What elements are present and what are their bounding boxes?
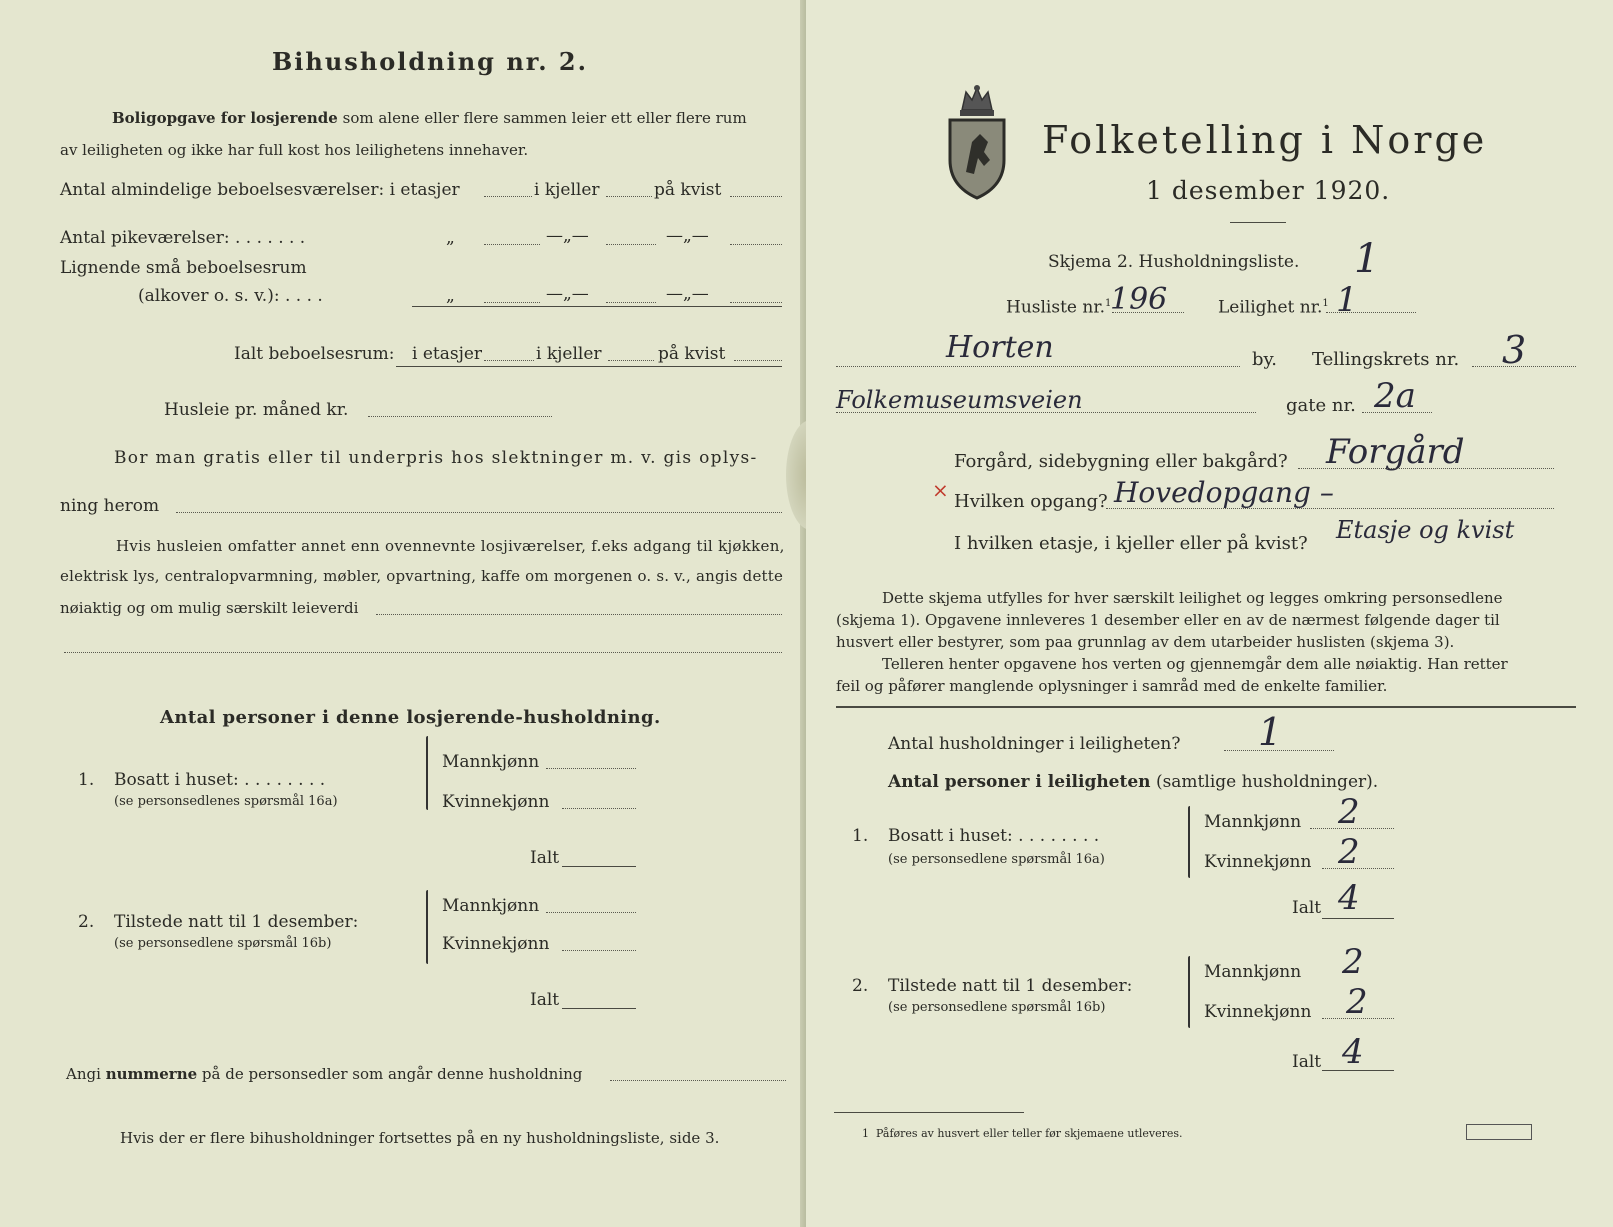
left-page [0, 0, 806, 1227]
skjema-label: Skjema 2. Husholdningsliste. [1048, 252, 1300, 272]
leieverdi-field-2[interactable] [64, 652, 782, 653]
forgard-field[interactable] [1298, 468, 1554, 469]
forgard-label: Forgård, sidebygning eller bakgård? [954, 451, 1288, 472]
etasje-label: I hvilken etasje, i kjeller eller på kvist? [954, 533, 1308, 554]
tilstede-ialt-field[interactable] [562, 1008, 636, 1009]
opgang-label: Hvilken opgang? [954, 491, 1108, 512]
ialt-beboelsesrum-label: Ialt beboelsesrum: [234, 344, 395, 364]
etasjer-field[interactable] [484, 196, 532, 197]
bosatt-ialt-field[interactable] [1322, 918, 1394, 919]
ditto-mark: —„— [666, 226, 709, 246]
by-label: by. [1252, 349, 1278, 370]
bihusholdning-title: Bihusholdning nr. 2. [272, 47, 588, 76]
gate-nr-field[interactable] [1362, 412, 1432, 413]
x-mark: × [932, 478, 949, 502]
opgang-field[interactable] [1106, 508, 1554, 509]
kvist-field[interactable] [730, 196, 782, 197]
dette-line-1: Dette skjema utfylles for hver særskilt leilighet og legges omkring personsedlene [882, 589, 1503, 607]
ditto-mark: —„— [666, 284, 709, 304]
dette-line-5: feil og påfører manglende oplysninger i samråd med de enkelte familier. [836, 677, 1388, 695]
right-page [806, 0, 1613, 1227]
ialt-etasjer-label: i etasjer [412, 344, 483, 364]
skjema-handwritten: 1 [1354, 236, 1380, 282]
footnote: 1 Påføres av husvert eller teller før skjemaene utleveres. [862, 1127, 1183, 1140]
bosatt-label: Bosatt i huset: . . . . . . . . [114, 770, 326, 790]
kvinne-label: Kvinnekjønn [442, 934, 550, 954]
krets-handwritten[interactable]: 3 [1502, 328, 1527, 372]
husholdninger-handwritten[interactable]: 1 [1258, 710, 1283, 754]
angi-line: Angi nummerne på de personsedler som angår denne husholdning [66, 1065, 583, 1083]
by-handwritten[interactable]: Horten [946, 330, 1054, 365]
mann-label: Mannkjønn [442, 896, 540, 916]
kvist-label: på kvist [654, 180, 722, 200]
tilstede-mann-field[interactable] [546, 912, 636, 913]
bor-field[interactable] [176, 512, 782, 513]
brace [426, 736, 428, 810]
lign-kvist-field[interactable] [730, 302, 782, 303]
ditto-mark: „ [446, 228, 455, 248]
item-number: 2. [852, 976, 869, 996]
section-rule [836, 706, 1576, 708]
bosatt-kvinne-handwritten[interactable]: 2 [1338, 832, 1360, 872]
hvis-line-3: nøiaktig og om mulig særskilt leieverdi [60, 599, 359, 617]
ialt-label: Ialt [530, 848, 560, 868]
tilstede-sub: (se personsedlene spørsmål 16b) [888, 1000, 1106, 1015]
gate-handwritten[interactable]: Folkemuseumsveien [836, 386, 1083, 414]
bosatt-sub: (se personsedlene spørsmål 16a) [888, 852, 1105, 867]
pike-etasjer-field[interactable] [484, 244, 540, 245]
ditto-mark: —„— [546, 284, 589, 304]
brace [1188, 806, 1190, 878]
leilighet-handwritten[interactable]: 1 [1336, 280, 1358, 320]
antal-husholdninger-label: Antal husholdninger i leiligheten? [888, 734, 1181, 754]
bosatt-ialt-field[interactable] [562, 866, 636, 867]
by-field[interactable] [836, 366, 1240, 367]
tilstede-kvinne-field[interactable] [562, 950, 636, 951]
kvinne-label: Kvinnekjønn [442, 792, 550, 812]
pike-kjeller-field[interactable] [606, 244, 656, 245]
forgard-handwritten[interactable]: Forgård [1326, 432, 1465, 472]
etasje-handwritten[interactable]: Etasje og kvist [1336, 516, 1515, 544]
krets-field[interactable] [1472, 366, 1576, 367]
intro-line-1: Boligopgave for losjerende som alene eller flere sammen leier ett eller flere rum [112, 109, 747, 127]
lignende-label: Lignende små beboelsesrum [60, 258, 307, 278]
ialt-kvist-field[interactable] [734, 360, 782, 361]
coat-of-arms-icon [944, 82, 1010, 202]
bosatt-ialt-handwritten[interactable]: 4 [1338, 878, 1360, 918]
sum-rule [412, 306, 782, 307]
husliste-handwritten[interactable]: 196 [1110, 282, 1168, 317]
tilstede-label: Tilstede natt til 1 desember: [888, 976, 1133, 996]
tilstede-sub: (se personsedlene spørsmål 16b) [114, 936, 332, 951]
tilstede-label: Tilstede natt til 1 desember: [114, 912, 359, 932]
tilstede-mann-handwritten[interactable]: 2 [1342, 942, 1364, 982]
bosatt-kvinne-field[interactable] [562, 808, 636, 809]
lign-etasjer-field[interactable] [484, 302, 540, 303]
ditto-mark: „ [446, 286, 455, 306]
antal-personer-heading: Antal personer i denne losjerende-husholdning. [160, 707, 661, 728]
bor-line-2: ning herom [60, 496, 160, 516]
ialt-kjeller-field[interactable] [608, 360, 654, 361]
tilstede-ialt-handwritten[interactable]: 4 [1342, 1032, 1364, 1072]
pike-label: Antal pikeværelser: . . . . . . . [60, 228, 306, 248]
ialt-label: Ialt [1292, 898, 1322, 918]
antal-alm-label: Antal almindelige beboelsesværelser: i etasjer [60, 180, 460, 200]
leieverdi-field[interactable] [376, 614, 782, 615]
husleie-field[interactable] [368, 416, 552, 417]
dette-line-2: (skjema 1). Opgavene innleveres 1 desember eller en av de nærmest følgende dager til [836, 611, 1500, 629]
gate-nr-handwritten[interactable]: 2a [1374, 376, 1416, 416]
ialt-kvist-label: på kvist [658, 344, 726, 364]
ditto-mark: —„— [546, 226, 589, 246]
kvinne-label: Kvinnekjønn [1204, 852, 1312, 872]
title-rule [1230, 222, 1286, 223]
dette-line-3: husvert eller bestyrer, som paa grunnlag av dem utarbeider huslisten (skjema 3). [836, 633, 1455, 651]
brace [1188, 956, 1190, 1028]
ialt-rule [396, 366, 782, 367]
brace [426, 890, 428, 964]
nummerne-field[interactable] [610, 1080, 786, 1081]
lign-kjeller-field[interactable] [606, 302, 656, 303]
ialt-label: Ialt [530, 990, 560, 1010]
mann-label: Mannkjønn [1204, 812, 1302, 832]
bosatt-mann-field[interactable] [546, 768, 636, 769]
kvinne-label: Kvinnekjønn [1204, 1002, 1312, 1022]
husliste-label: Husliste nr.$^1$ [1006, 297, 1112, 318]
hvis-line-2: elektrisk lys, centralopvarmning, møbler, opvartning, kaffe om morgenen o. s. v., angis dette [60, 567, 784, 585]
kjeller-label: i kjeller [534, 180, 600, 200]
opgang-handwritten[interactable]: Hovedopgang – [1114, 476, 1334, 509]
bosatt-mann-field[interactable] [1310, 828, 1394, 829]
leilighet-field[interactable] [1326, 312, 1416, 313]
ialt-label: Ialt [1292, 1052, 1322, 1072]
bor-line-1: Bor man gratis eller til underpris hos slektninger m. v. gis oplys- [114, 448, 758, 468]
husholdninger-field[interactable] [1224, 750, 1334, 751]
item-number: 1. [78, 770, 95, 790]
bosatt-kvinne-field[interactable] [1322, 868, 1394, 869]
tilstede-ialt-field[interactable] [1322, 1070, 1394, 1071]
mann-label: Mannkjønn [442, 752, 540, 772]
husliste-field[interactable] [1112, 312, 1184, 313]
leilighet-label: Leilighet nr.$^1$ [1218, 297, 1329, 318]
item-number: 2. [78, 912, 95, 932]
dette-line-4: Telleren henter opgavene hos verten og gjennemgår dem alle nøiaktig. Han retter [882, 655, 1508, 673]
bosatt-mann-handwritten[interactable]: 2 [1338, 792, 1360, 832]
husleie-label: Husleie pr. måned kr. [164, 400, 349, 420]
hvis-line-1: Hvis husleien omfatter annet enn ovennevnte losjiværelser, f.eks adgang til kjøkken, [116, 537, 785, 555]
gate-field[interactable] [836, 412, 1256, 413]
tilstede-kvinne-handwritten[interactable]: 2 [1346, 982, 1368, 1022]
tellingskrets-label: Tellingskrets nr. [1312, 349, 1460, 370]
mann-label: Mannkjønn [1204, 962, 1302, 982]
item-number: 1. [852, 826, 869, 846]
bosatt-label: Bosatt i huset: . . . . . . . . [888, 826, 1100, 846]
ialt-etasjer-field[interactable] [484, 360, 534, 361]
bosatt-sub: (se personsedlenes spørsmål 16a) [114, 794, 338, 809]
alkover-label: (alkover o. s. v.): . . . . [138, 286, 323, 306]
census-date: 1 desember 1920. [1146, 176, 1391, 205]
footnote-rule [834, 1112, 1024, 1113]
main-title: Folketelling i Norge [1042, 118, 1488, 162]
kjeller-field[interactable] [606, 196, 652, 197]
printer-stamp [1466, 1124, 1532, 1140]
intro-line-2: av leiligheten og ikke har full kost hos leilighetens innehaver. [60, 141, 529, 159]
flere-note: Hvis der er flere bihusholdninger fortsettes på en ny husholdningsliste, side 3. [120, 1129, 720, 1147]
antal-personer-line: Antal personer i leiligheten (samtlige husholdninger). [888, 772, 1379, 792]
gate-label: gate nr. [1286, 395, 1356, 416]
pike-kvist-field[interactable] [730, 244, 782, 245]
ialt-kjeller-label: i kjeller [536, 344, 602, 364]
tilstede-kvinne-field[interactable] [1322, 1018, 1394, 1019]
